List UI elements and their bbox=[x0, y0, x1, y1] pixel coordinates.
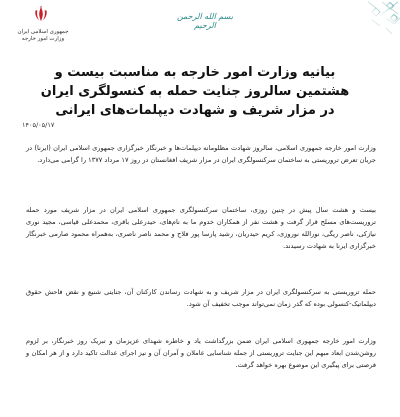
paragraph: حمله تروریستی به سرکنسولگری ایران در مزار شریف و به شهادت رساندن کارکنان آن، جنایتی شنیع و نقض فاحش حقوق دیپلماتیک-کنسولی بوده که گذر زمان نمی‌تواند موجب تخفیف آن شود. bbox=[26, 288, 376, 308]
iran-emblem-icon bbox=[32, 5, 50, 23]
islamic-tile-pattern-icon bbox=[342, 0, 400, 46]
statement-title: بیانیه وزارت امور خارجه به مناسبت بیست و هشتمین سالروز جنایت حمله به کنسولگری ایران در مزار شریف و شهادت دیپلمات‌های ایرانی bbox=[40, 65, 350, 118]
ministry-name-line2: وزارت امور خارجه bbox=[21, 36, 65, 42]
statement-date: ۱۴۰۵/۰۵/۱۷ bbox=[22, 121, 55, 129]
bismillah-calligraphy: بسم الله الرحمن الرحيم bbox=[176, 12, 234, 30]
ministry-logo bbox=[6, 2, 80, 54]
paragraph: وزارت امور خارجه جمهوری اسلامی ایران ضمن بزرگداشت یاد و خاطره شهدای عزیزمان و تبریک روز خبرنگار، بر لزوم روشن‌شدن ابعاد مبهم این جنایت تروریستی از جمله شناسایی عاملان و آمران آن و نیز اجرای عدالت تاکید دارد و از هر امکان و فرصتی برای پیگیری این موضوع بهره خواهد گرفت. bbox=[26, 337, 376, 369]
ministry-name-line1: جمهوری اسلامی ایران bbox=[17, 29, 69, 35]
paragraph: بیست و هشت سال پیش در چنین روزی، ساختمان سرکنسولگری جمهوری اسلامی ایران در مزار شریف مورد حمله تروریست‌های مسلح قرار گرفت و هشت نفر از همکاران خدوم ما به نام‌های، حیدرعلی باقری، محمدعلی قیاسی، مجید نوری نیازکی، ناصر ریگی، نورالله نوروزی، کریم حیدریان، رشید پارسا پور فلاح و محمد ناصر ناصری، به‌همراه محمود صارمی خبرنگار خبرگزاری ایرنا به شهادت رسیدند. bbox=[26, 206, 376, 250]
letterhead bbox=[0, 0, 400, 46]
paragraph: وزارت امور خارجه جمهوری اسلامی، سالروز شهادت مظلومانه دیپلمات‌ها و خبرنگار خبرگزاری جمهوری اسلامی ایران (ایرنا) در جریان تعرض تروریستی به ساختمان سرکنسولگری ایران در مزار شریف افغانستان در روز ۱۷ مرداد ۱۳۷۷ را گرامی می‌دارد. bbox=[26, 144, 376, 164]
